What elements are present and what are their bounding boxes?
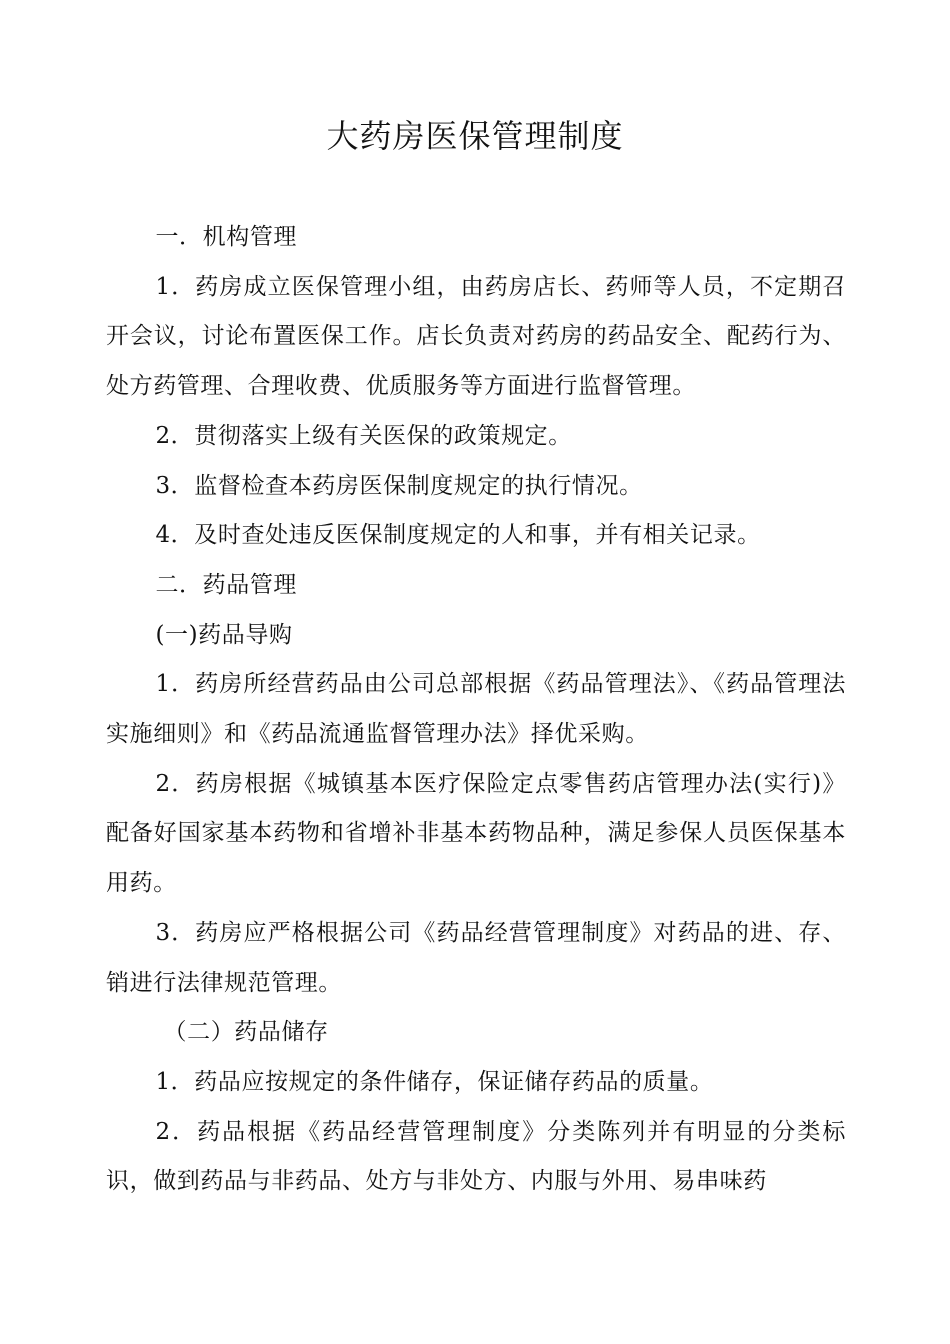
section-heading-drugs: 二．药品管理 — [155, 571, 298, 598]
paragraph: 3．监督检查本药房医保制度规定的执行情况。 — [155, 472, 643, 499]
document-body — [106, 213, 846, 1207]
document-title: 大药房医保管理制度 — [326, 117, 624, 155]
paragraph: 4．及时查处违反医保制度规定的人和事，并有相关记录。 — [155, 522, 761, 549]
subsection-heading-guide: (一)药品导购 — [155, 621, 293, 648]
paragraph: 1．药品应按规定的条件储存，保证储存药品的质量。 — [155, 1068, 714, 1095]
paragraph: 1．药房所经营药品由公司总部根据《药品管理法》、《药品管理法实施细则》和《药品流通监督管理办法》择优采购。 — [106, 671, 846, 748]
section-heading-institution: 一．机构管理 — [155, 224, 298, 250]
paragraph: 2．贯彻落实上级有关医保的政策规定。 — [155, 422, 572, 449]
paragraph: 2．药房根据《城镇基本医疗保险定点零售药店管理办法(实行)》配备好国家基本药物和省增补非基本药物品种，满足参保人员医保基本用药。 — [106, 770, 846, 897]
paragraph: 2．药品根据《药品经营管理制度》分类陈列并有明显的分类标识，做到药品与非药品、处方与非处方、内服与外用、易串味药 — [106, 1118, 846, 1195]
subsection-heading-storage: （二）药品储存 — [163, 1019, 329, 1046]
paragraph: 3．药房应严格根据公司《药品经营管理制度》对药品的进、存、销进行法律规范管理。 — [106, 919, 846, 996]
paragraph: 1．药房成立医保管理小组，由药房店长、药师等人员，不定期召开会议，讨论布置医保工作。店长负责对药房的药品安全、配药行为、处方药管理、合理收费、优质服务等方面进行监督管理。 — [106, 273, 846, 400]
